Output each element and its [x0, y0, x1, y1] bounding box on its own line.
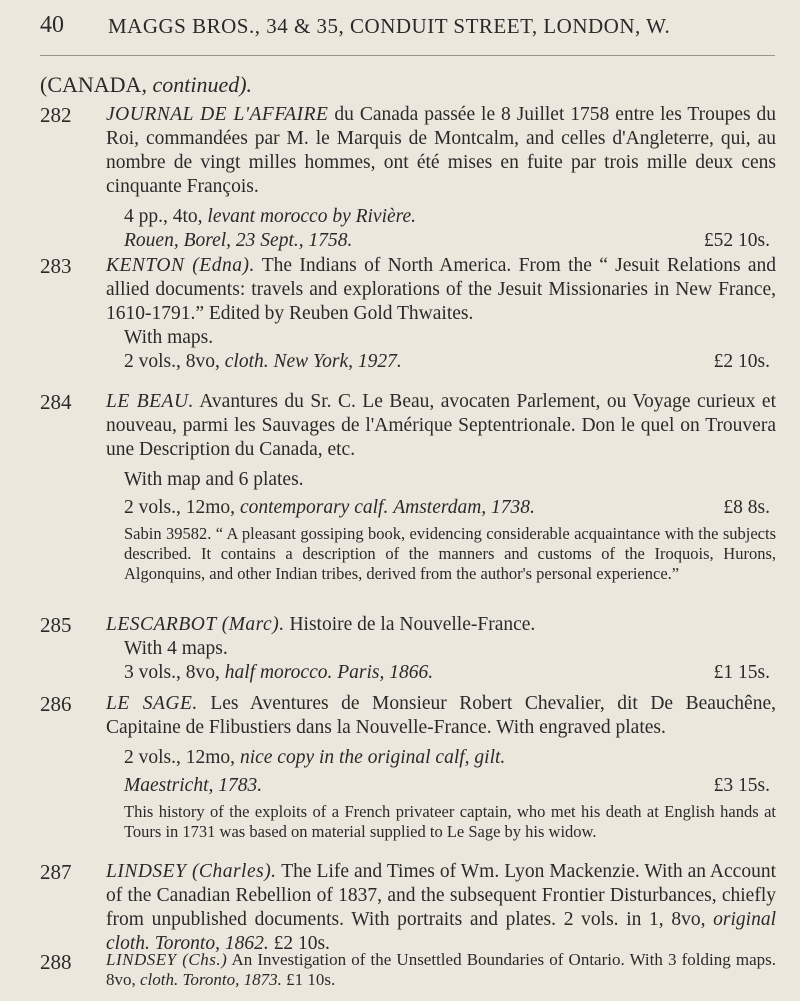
section-heading [40, 72, 252, 98]
entry-number: 283 [40, 254, 72, 278]
entry-imprint: New York, 1927. [273, 351, 402, 372]
entry-imprint: Toronto, 1873. [182, 970, 282, 989]
entry-extra: With 3 folding maps. [629, 950, 777, 969]
entry-text: An Investigation of the Unsettled Boundaries of Ontario. [231, 950, 625, 969]
entry-price: £1 15s. [713, 662, 770, 683]
entry-binding: half morocco. [224, 662, 333, 683]
entry-imprint: Toronto, 1862. [154, 933, 269, 954]
running-head: MAGGS BROS., 34 & 35, CONDUIT STREET, LONDON, W. [108, 14, 671, 38]
entry-binding: original cloth. [106, 909, 777, 954]
entry-price: £2 10s. [273, 933, 330, 954]
entry-price: £1 10s. [286, 970, 336, 989]
entry-number: 282 [40, 103, 72, 127]
entry-extra: With map and 6 plates. [124, 469, 304, 490]
entry-format-line [106, 746, 776, 770]
entry-binding: levant morocco by Rivière. [207, 206, 417, 227]
entry-format: 3 vols., 8vo, [124, 662, 220, 683]
entry-imprint-line [106, 350, 776, 374]
entry-note: Sabin 39582. “ A pleasant gossiping book, evidencing considerable acquaintance with the subjects described. It contains a description of the manners and customs of the Iroquois, Hurons, Algonquins, and other Indian tribes, derived from the author's personal experience.” [124, 524, 776, 583]
entry-description [106, 860, 776, 956]
entry-title: LINDSEY (Chs.) [106, 950, 228, 969]
entry-text: Histoire de la Nouvelle-France. [289, 614, 536, 635]
entry-format: 8vo, [106, 970, 136, 989]
entry-imprint-line [106, 661, 776, 685]
entry-number: 285 [40, 613, 72, 637]
entry-imprint-line [106, 229, 776, 253]
entry-note: This history of the exploits of a French privateer captain, who met his death at English hands at Tours in 1731 was based on material supplied to Le Sage by his widow. [124, 802, 776, 841]
entry-number: 288 [40, 950, 72, 974]
entry-imprint: Maestricht, 1783. [124, 775, 263, 796]
entry-extra: With 4 maps. [124, 638, 228, 659]
entry-number: 284 [40, 390, 72, 414]
entry-text: Les Aventures de Monsieur Robert Chevalier, dit De Beauchêne, Capitaine de Flibustiers dans la Nouvelle-France. With engraved plates. [106, 693, 776, 738]
entry-text: The Life and Times of Wm. Lyon Mackenzie. With an Account of the Canadian Rebellion of 1837, and the subsequent Frontier Disturbances, chiefly from unpublished documents. [106, 861, 776, 930]
entry-imprint-line [106, 496, 776, 520]
entry-description [106, 254, 776, 326]
entry-title: KENTON (Edna). [106, 255, 255, 276]
entry-format: 4 pp., 4to, [124, 206, 203, 227]
entry-binding: cloth. [224, 351, 269, 372]
entry-binding: contemporary calf. [239, 497, 389, 518]
entry-text: The Indians of North America. From the “ Jesuit Relations and allied documents: travels and explorations of the Jesuit Missionaries in New France, 1610-1791.” Edited by Reuben Gold Thwaites. [106, 255, 776, 324]
section-continued: continued). [152, 72, 253, 97]
entry-description [106, 692, 776, 740]
section-name: (CANADA, [40, 72, 147, 97]
entry-imprint: Amsterdam, 1738. [393, 497, 535, 518]
entry-description [106, 613, 776, 637]
entry-price: £2 10s. [713, 351, 770, 372]
entry-imprint: Paris, 1866. [337, 662, 434, 683]
entry-format: 2 vols., 12mo, [124, 497, 236, 518]
entry-title: LINDSEY (Charles). [106, 861, 277, 882]
entry-number: 286 [40, 692, 72, 716]
entry-number: 287 [40, 860, 72, 884]
entry-format: 2 vols., 12mo, [124, 747, 236, 768]
entry-extra: With portraits and plates. [351, 909, 557, 930]
entry-format: 2 vols. in 1, 8vo, [563, 909, 706, 930]
entry-imprint: Rouen, Borel, 23 Sept., 1758. [124, 230, 353, 251]
entry-description [106, 390, 776, 462]
entry-title: JOURNAL DE L'AFFAIRE [106, 104, 329, 125]
page-header [40, 12, 780, 42]
page-number: 40 [40, 12, 64, 38]
entry-binding: cloth. [140, 970, 179, 989]
entry-title: LESCARBOT (Marc). [106, 614, 285, 635]
entry-text: du Canada passée le 8 Juillet 1758 entre les Troupes du Roi, commandées par M. le Marquis de Montcalm, and celles d'Angleterre, qui, au nombre de vingt milles hommes, ont été mises en fuite par trois mille deux cens cinquante François. [106, 104, 776, 197]
entry-imprint-line [106, 774, 776, 798]
entry-text: Avantures du Sr. C. Le Beau, avocaten Parlement, ou Voyage curieux et nouveau, parmi les Sauvages de l'Amérique Septentrionale. Don le quel on Trouvera une Description du Canada, etc. [106, 391, 776, 460]
entry-format: 2 vols., 8vo, [124, 351, 220, 372]
entry-extra: With maps. [124, 327, 214, 348]
entry-binding: nice copy in the original calf, gilt. [239, 747, 506, 768]
entry-format-line [106, 205, 776, 229]
entry-title: LE SAGE. [106, 693, 198, 714]
entry-title: LE BEAU. [106, 391, 194, 412]
entry-description [106, 950, 776, 990]
header-rule [40, 55, 775, 56]
entry-description [106, 103, 776, 199]
entry-price: £52 10s. [703, 230, 770, 251]
entry-price: £3 15s. [713, 775, 770, 796]
entry-price: £8 8s. [723, 497, 770, 518]
